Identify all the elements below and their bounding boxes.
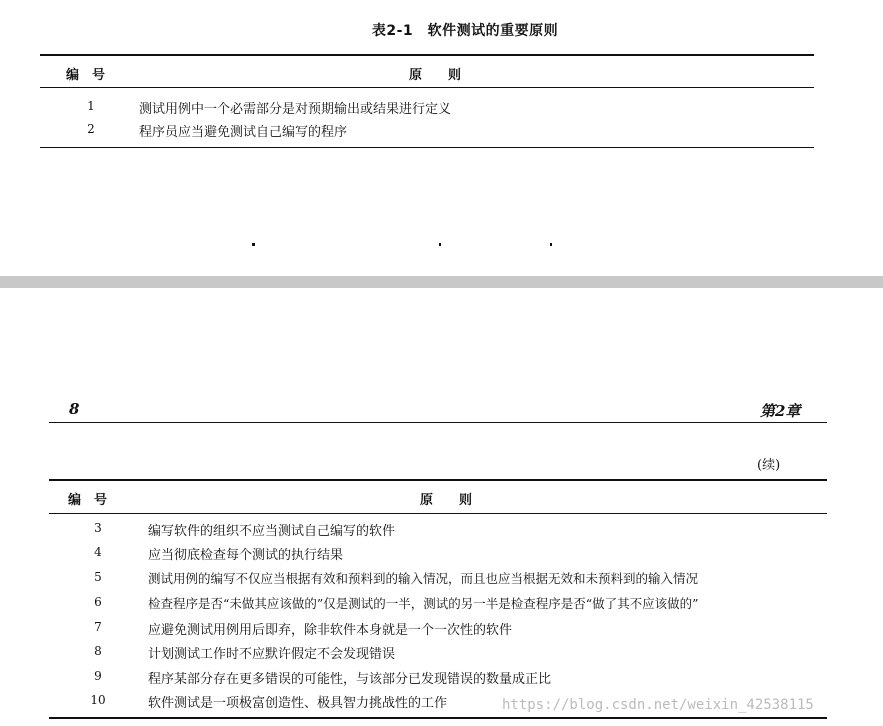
header-number: 编 号 xyxy=(68,493,108,508)
row-number: 4 xyxy=(94,545,102,559)
row-number: 9 xyxy=(94,669,102,683)
row-text: 计划测试工作时不应默许假定不会发现错误 xyxy=(148,647,396,662)
header-number: 编 号 xyxy=(66,68,106,83)
table-bottom-rule xyxy=(40,147,814,148)
row-number: 2 xyxy=(87,122,95,136)
table-bottom-rule xyxy=(49,717,827,719)
row-text: 检查程序是否“未做其应该做的”仅是测试的一半，测试的另一半是检查程序是否“做了其不应该做的” xyxy=(148,596,699,611)
row-text: 程序某部分存在更多错误的可能性，与该部分已发现错误的数量成正比 xyxy=(148,672,552,687)
row-text: 应避免测试用例用后即弃，除非软件本身就是一个一次性的软件 xyxy=(148,623,513,638)
header-principle: 原 则 xyxy=(409,68,462,83)
row-text: 应当彻底检查每个测试的执行结果 xyxy=(148,548,344,563)
chapter-label: 第2章 xyxy=(760,402,801,420)
page-number: 8 xyxy=(69,400,80,418)
row-number: 7 xyxy=(94,620,102,634)
header-rule xyxy=(49,513,827,514)
table-top-rule xyxy=(40,54,814,56)
page-divider xyxy=(0,276,883,288)
row-number: 6 xyxy=(94,595,102,609)
running-head-rule xyxy=(49,422,827,423)
stray-mark xyxy=(550,243,552,246)
row-number: 1 xyxy=(87,99,95,113)
row-text: 编写软件的组织不应当测试自己编写的软件 xyxy=(148,524,396,539)
stray-mark xyxy=(439,243,441,246)
row-text: 软件测试是一项极富创造性、极具智力挑战性的工作 xyxy=(148,696,448,711)
row-text: 测试用例的编写不仅应当根据有效和预料到的输入情况，而且也应当根据无效和未预料到的输入情况 xyxy=(148,571,699,586)
row-text: 测试用例中一个必需部分是对预期输出或结果进行定义 xyxy=(139,102,452,117)
row-number: 3 xyxy=(94,521,102,535)
header-principle: 原 则 xyxy=(420,493,473,508)
table-title: 表2-1 软件测试的重要原则 xyxy=(371,23,559,39)
watermark: https://blog.csdn.net/weixin_42538115 xyxy=(502,697,814,713)
row-number: 10 xyxy=(90,693,106,707)
row-number: 8 xyxy=(94,644,102,658)
stray-mark xyxy=(252,243,255,246)
row-number: 5 xyxy=(94,570,102,584)
header-rule xyxy=(40,87,814,88)
row-text: 程序员应当避免测试自己编写的程序 xyxy=(139,125,348,140)
table-top-rule xyxy=(49,479,827,481)
continued-label: (续) xyxy=(757,458,781,473)
